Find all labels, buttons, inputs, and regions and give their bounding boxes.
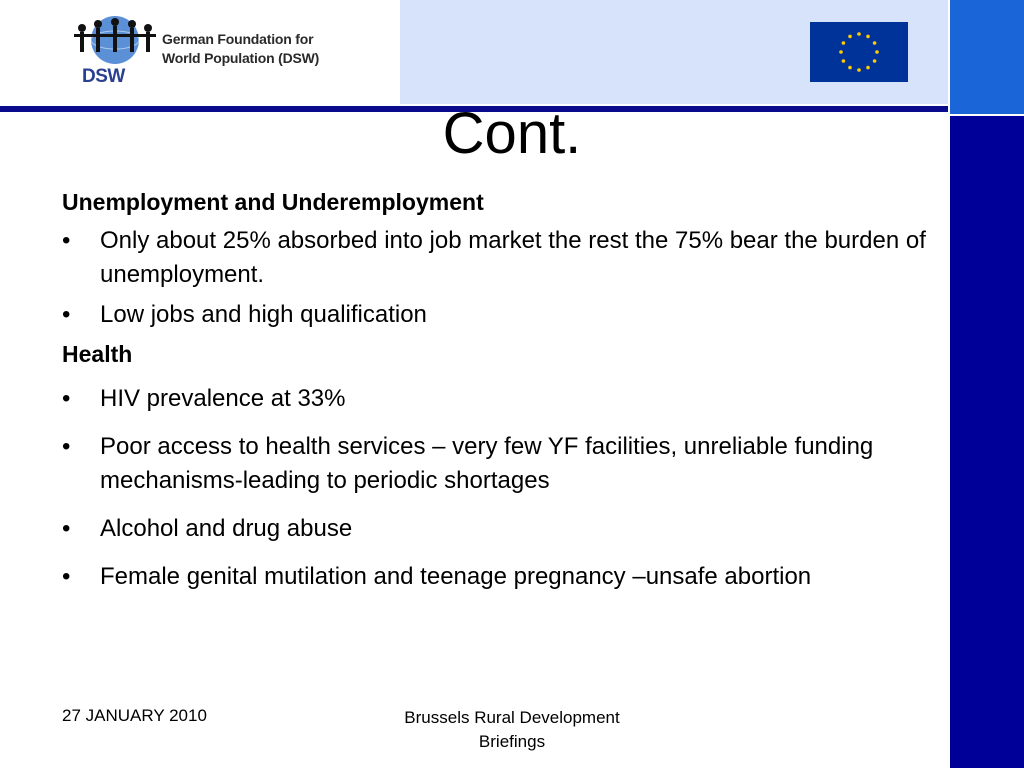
footer-event-line2: Briefings [478, 732, 546, 751]
bullet-item [62, 224, 962, 292]
bullet-item [62, 560, 962, 594]
eu-star-icon [842, 41, 846, 45]
eu-star-icon [866, 35, 870, 39]
eu-star-icon [857, 32, 861, 36]
right-accent-bar-top [950, 0, 1024, 114]
eu-star-icon [875, 50, 879, 54]
eu-flag-icon [810, 22, 908, 82]
slide-title: Cont. [442, 101, 582, 166]
bullet-icon: • [62, 227, 71, 254]
eu-star-icon [839, 50, 843, 54]
bullet-text: Only about 25% absorbed into job market the rest the 75% bear the burden of unemployment. [100, 227, 926, 288]
bullet-item [62, 382, 962, 416]
bullet-text: Low jobs and high qualification [100, 301, 427, 328]
unemployment-bullet-list [62, 224, 962, 332]
eu-star-icon [842, 59, 846, 63]
bullet-item [62, 430, 962, 498]
organization-name-line1: German Foundation for [162, 31, 314, 47]
bullet-text: HIV prevalence at 33% [100, 385, 346, 412]
health-bullet-list [62, 382, 962, 594]
footer-event [372, 706, 652, 754]
bullet-item [62, 298, 962, 332]
eu-star-icon [857, 68, 861, 72]
footer-date: 27 JANUARY 2010 [62, 706, 207, 725]
bullet-icon: • [62, 563, 71, 590]
bullet-item [62, 512, 962, 546]
bullet-text: Alcohol and drug abuse [100, 515, 353, 542]
bullet-icon: • [62, 515, 71, 542]
eu-star-icon [873, 59, 877, 63]
section-heading-unemployment: Unemployment and Underemployment [62, 189, 484, 215]
bullet-icon: • [62, 433, 71, 460]
bullet-icon: • [62, 385, 71, 412]
slide-content [62, 186, 962, 594]
footer-event-line1: Brussels Rural Development [404, 708, 620, 727]
eu-star-icon [873, 41, 877, 45]
organization-name-line2: World Population (DSW) [162, 50, 320, 66]
eu-star-icon [848, 66, 852, 70]
organization-name [162, 30, 319, 68]
eu-star-icon [848, 35, 852, 39]
section-heading-health: Health [62, 341, 133, 367]
dsw-logo-text: DSW [82, 66, 125, 87]
bullet-text: Poor access to health services – very few YF facilities, unreliable funding mechanisms-leading to periodic shortages [100, 433, 874, 494]
bullet-text: Female genital mutilation and teenage pregnancy –unsafe abortion [100, 563, 812, 590]
bullet-icon: • [62, 301, 71, 328]
eu-star-icon [866, 66, 870, 70]
